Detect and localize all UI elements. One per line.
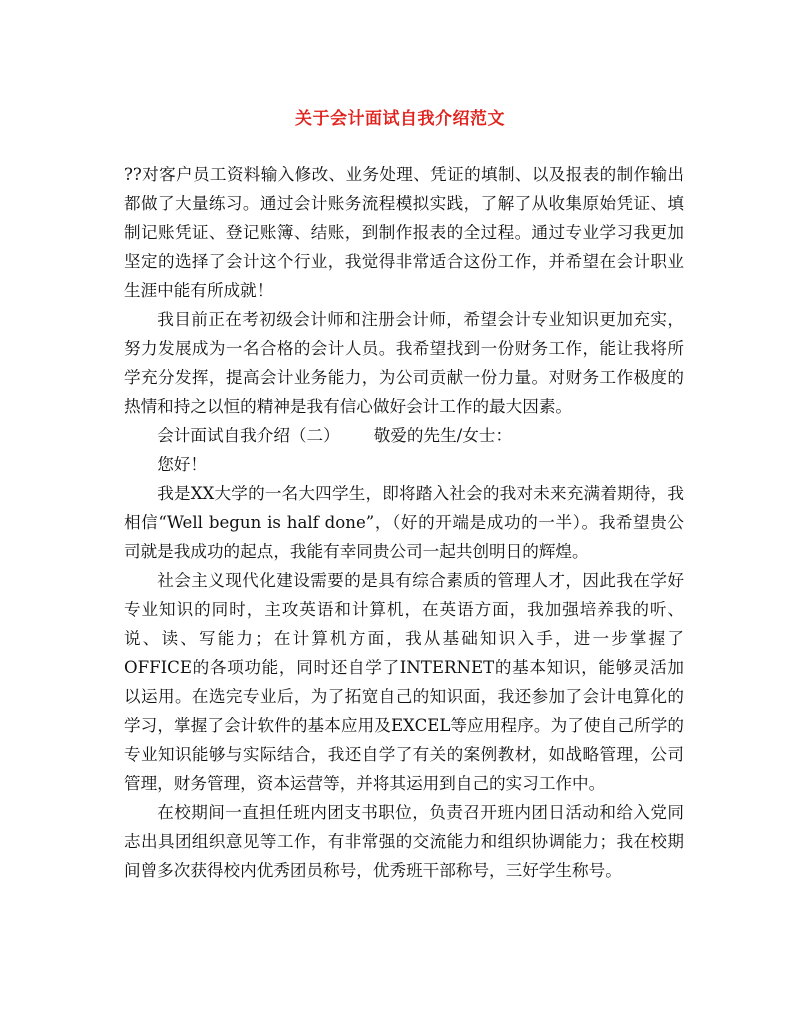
greeting: 您好！: [157, 455, 207, 474]
document-title: 关于会计面试自我介绍范文: [295, 109, 505, 129]
paragraph-skills: 社会主义现代化建设需要的是具有综合素质的管理人才，因此我在学好专业知识的同时，主攻英语和计算机，在英语方面，我加强培养我的听、说、读、写能力；在计算机方面，我从基础知识入手，进一步掌握了OFFICE的各项功能，同时还自学了INTERNET的基本知识，能够灵活加以运用。在选完专业后，为了拓宽自己的知识面，我还参加了会计电算化的学习，掌握了会计软件的基本应用及EXCEL等应用程序。为了使自己所学的专业知识能够与实际结合，我还自学了有关的案例教材，如战略管理，公司管理，财务管理，资本运营等，并将其运用到自己的实习工作中。: [124, 571, 684, 793]
section-heading: 会计面试自我介绍（二）: [157, 426, 340, 445]
paragraph-campus: 在校期间一直担任班内团支书职位，负责召开班内团日活动和给入党同志出具团组织意见等工作，有非常强的交流能力和组织协调能力；我在校期间曾多次获得校内优秀团员称号，优秀班干部称号，三好学生称号。: [124, 803, 684, 880]
document-body: [124, 160, 684, 885]
salutation: 敬爱的先生/女士：: [373, 426, 513, 445]
paragraph-practice: ??对客户员工资料输入修改、业务处理、凭证的填制、以及报表的制作输出都做了大量练习。通过会计账务流程模拟实践，了解了从收集原始凭证、填制记账凭证、登记账簿、结账，到制作报表的全过程。通过专业学习我更加坚定的选择了会计这个行业，我觉得非常适合这份工作，并希望在会计职业生涯中能有所成就！: [124, 165, 684, 300]
paragraph-goals: 我目前正在考初级会计师和注册会计师，希望会计专业知识更加充实，努力发展成为一名合格的会计人员。我希望找到一份财务工作，能让我将所学充分发挥，提高会计业务能力，为公司贡献一份力量。对财务工作极度的热情和持之以恒的精神是我有信心做好会计工作的最大因素。: [124, 310, 684, 416]
section-heading-line: [124, 421, 684, 450]
paragraph-introduction: 我是XX大学的一名大四学生，即将踏入社会的我对未来充满着期待，我相信“Well begun is half done”，（好的开端是成功的一半）。我希望贵公司就是我成功的起点，我能有幸同贵公司一起共创明日的辉煌。: [124, 484, 684, 561]
